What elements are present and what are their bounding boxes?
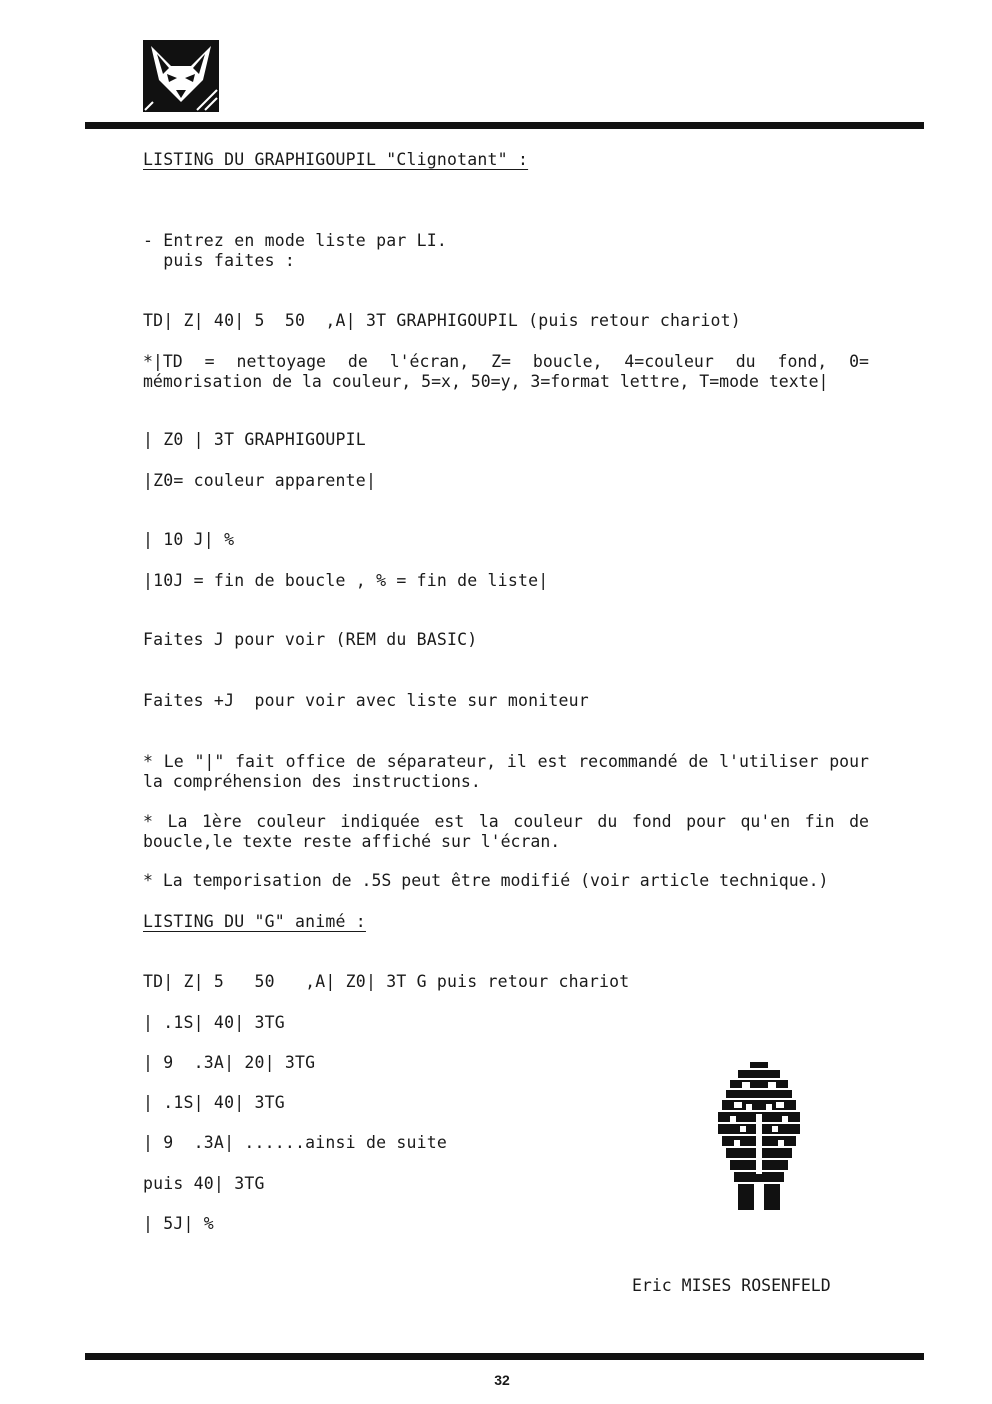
fox-head-logo [143, 40, 219, 112]
tip-rem: Faites J pour voir (REM du BASIC) [143, 630, 478, 649]
author-name: Eric MISES ROSENFELD [632, 1276, 831, 1295]
instruction-line-1: - Entrez en mode liste par LI. [143, 231, 448, 250]
listing2-line: | 5J| % [143, 1214, 214, 1233]
listing1-command-2: | Z0 | 3T GRAPHIGOUPIL [143, 430, 366, 449]
listing2-line: | .1S| 40| 3TG [143, 1013, 285, 1032]
footer-rule [85, 1353, 924, 1360]
listing1-command-1: TD| Z| 40| 5 50 ,A| 3T GRAPHIGOUPIL (puis retour chariot) [143, 311, 741, 330]
remark-timing: * La temporisation de .5S peut être modifié (voir article technique.) [143, 871, 829, 890]
remark-background-color: * La 1ère couleur indiquée est la couleur du fond pour qu'en fin de boucle,le texte reste affiché sur l'écran. [143, 812, 869, 851]
listing2-line: | .1S| 40| 3TG [143, 1093, 285, 1112]
listing2-line: TD| Z| 5 50 ,A| Z0| 3T G puis retour chariot [143, 972, 630, 991]
remark-separator: * Le "|" fait office de séparateur, il est recommandé de l'utiliser pour la compréhension des instructions. [143, 752, 869, 791]
listing2-line: | 9 .3A| 20| 3TG [143, 1053, 316, 1072]
tip-monitor: Faites +J pour voir avec liste sur moniteur [143, 691, 589, 710]
listing2-line: | 9 .3A| ......ainsi de suite [143, 1133, 448, 1152]
listing1-command-3: | 10 J| % [143, 530, 235, 549]
listing2-line: puis 40| 3TG [143, 1174, 265, 1193]
heading-g-anime: LISTING DU "G" animé : [143, 912, 366, 931]
heading-clignotant: LISTING DU GRAPHIGOUPIL "Clignotant" : [143, 150, 529, 169]
listing1-note-1: *|TD = nettoyage de l'écran, Z= boucle, 4=couleur du fond, 0= mémorisation de la couleur, 5=x, 50=y, 3=format lettre, T=mode texte| [143, 352, 869, 391]
pixel-robot-figure [716, 1060, 802, 1212]
listing1-note-2: |Z0= couleur apparente| [143, 471, 377, 490]
page-number: 32 [494, 1372, 510, 1388]
listing1-note-3: |10J = fin de boucle , % = fin de liste| [143, 571, 549, 590]
header-rule [85, 122, 924, 129]
instruction-line-2: puis faites : [143, 251, 296, 270]
